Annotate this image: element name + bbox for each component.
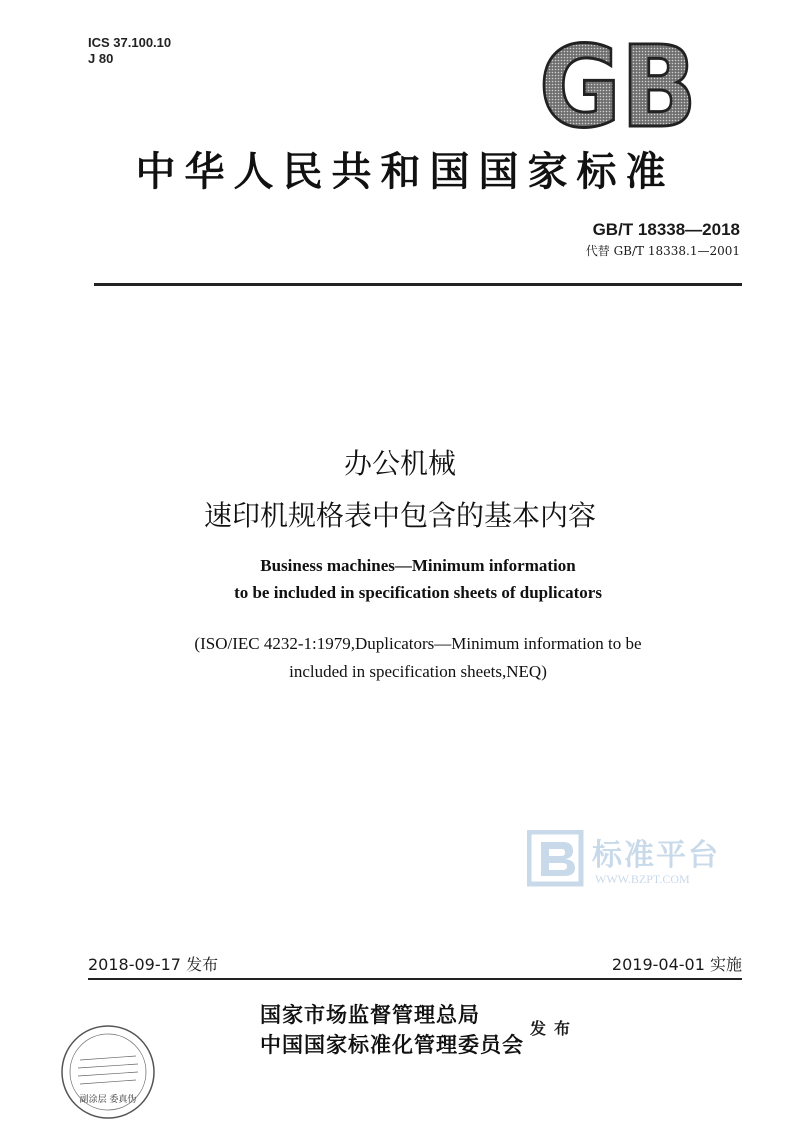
iso-reference-line1: (ISO/IEC 4232-1:1979,Duplicators—Minimum information to be — [194, 634, 642, 653]
english-title-line2: to be included in specification sheets of duplicators — [234, 583, 602, 602]
chinese-title-line1: 办公机械 — [343, 447, 456, 480]
standard-number: GB/T 18338—2018 — [592, 220, 740, 239]
chinese-title-line2: 速印机规格表中包含的基本内容 — [203, 499, 596, 532]
iso-reference — [0, 630, 800, 686]
watermark-logo-icon — [527, 830, 587, 888]
issuing-authorities — [260, 1000, 524, 1060]
ccs-code: J 80 — [88, 51, 114, 66]
replaces-standard: 代替 GB/T 18338.1—2001 — [585, 244, 740, 258]
standard-number-block — [586, 220, 740, 259]
english-title-line1: Business machines—Minimum information — [260, 556, 576, 575]
issue-date: 2018-09-17 发布 — [88, 955, 219, 974]
anti-counterfeit-stamp — [58, 1022, 158, 1122]
watermark-url: WWW.BZPT.COM — [595, 872, 690, 886]
iso-reference-line2: included in specification sheets,NEQ) — [289, 662, 547, 681]
classification-codes — [88, 35, 171, 67]
gb-logo-text: GB — [539, 38, 697, 136]
issuer-samr: 国家市场监督管理总局 — [260, 1003, 480, 1027]
publish-label: 发布 — [530, 1019, 579, 1038]
english-title — [0, 552, 800, 606]
ics-code: ICS 37.100.10 — [88, 35, 172, 50]
watermark — [527, 830, 727, 888]
watermark-text: 标准平台 — [592, 838, 720, 873]
chinese-title — [0, 438, 800, 542]
gb-logo — [536, 38, 700, 136]
footer-rule — [88, 978, 742, 980]
national-standard-title: 中华人民共和国国家标准 — [135, 149, 675, 195]
issuer-sac: 中国国家标准化管理委员会 — [260, 1033, 524, 1057]
stamp-text: 副涂层 委真伪 — [79, 1095, 137, 1105]
implementation-date: 2019-04-01 实施 — [611, 955, 742, 974]
header-rule — [94, 283, 742, 286]
